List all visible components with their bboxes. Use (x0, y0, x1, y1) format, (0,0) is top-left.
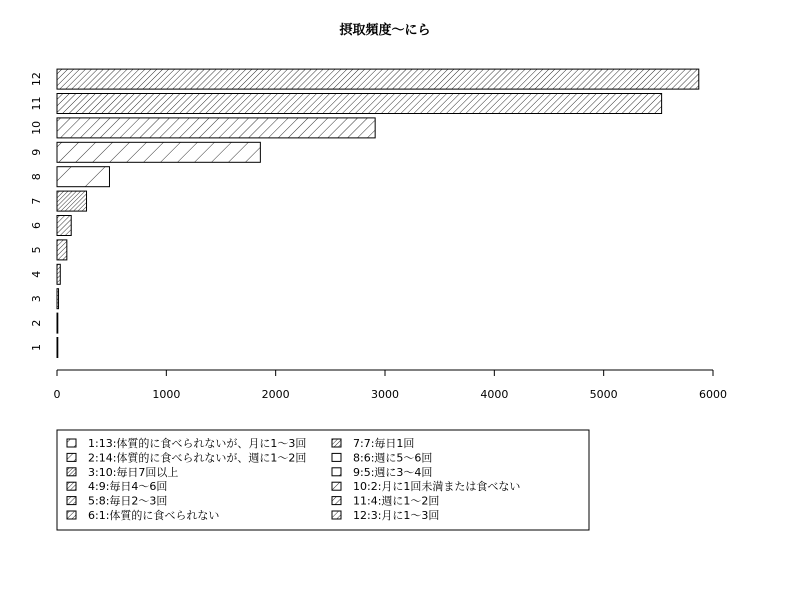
bar-2 (57, 313, 58, 333)
y-tick-label: 5 (30, 246, 43, 254)
x-tick-label: 3000 (371, 388, 399, 401)
y-tick-label: 12 (30, 72, 43, 87)
y-tick-label: 4 (30, 270, 43, 278)
x-tick-label: 6000 (699, 388, 727, 401)
legend-entry: 4:9:毎日4〜6回 (88, 480, 168, 494)
legend-entry: 2:14:体質的に食べられないが、週に1〜2回 (88, 451, 307, 465)
legend-entry: 8:6:週に5〜6回 (353, 451, 433, 465)
bar-5 (57, 240, 67, 260)
legend-swatch (67, 453, 76, 461)
legend (57, 430, 589, 530)
legend-entry: 7:7:毎日1回 (353, 437, 415, 450)
legend-entry: 3:10:毎日7回以上 (88, 465, 179, 479)
y-tick-label: 9 (30, 148, 43, 156)
legend-entry: 5:8:毎日2〜3回 (88, 494, 168, 508)
x-tick-label: 0 (53, 388, 61, 401)
bar-12 (57, 69, 699, 89)
bar-7 (57, 191, 87, 211)
legend-swatch (332, 482, 341, 490)
x-tick-label: 4000 (480, 388, 509, 401)
y-axis (30, 72, 43, 351)
bar-9 (57, 142, 260, 162)
legend-swatch (332, 439, 341, 447)
legend-entry: 10:2:月に1回未満または食べない (353, 480, 521, 494)
legend-swatch (67, 468, 76, 476)
bar-3 (57, 289, 59, 309)
legend-swatch (67, 439, 76, 447)
bar-8 (57, 167, 109, 187)
legend-entry: 1:13:体質的に食べられないが、月に1〜3回 (88, 437, 307, 450)
legend-swatch (67, 482, 76, 490)
legend-swatch (332, 468, 341, 476)
bar-11 (57, 94, 662, 114)
legend-swatch (332, 511, 341, 519)
y-tick-label: 8 (30, 173, 43, 181)
legend-swatch (332, 453, 341, 461)
y-tick-label: 7 (30, 197, 43, 205)
x-axis (54, 370, 728, 401)
legend-swatch (67, 497, 76, 505)
x-tick-label: 1000 (152, 388, 181, 401)
y-tick-label: 10 (30, 120, 43, 135)
legend-entry: 6:1:体質的に食べられない (88, 509, 220, 522)
legend-entry: 9:5:週に3〜4回 (353, 465, 433, 479)
legend-swatch (67, 511, 76, 519)
bar-6 (57, 216, 71, 236)
x-tick-label: 2000 (261, 388, 290, 401)
legend-entry: 11:4:週に1〜2回 (353, 494, 440, 508)
legend-entry: 12:3:月に1〜3回 (353, 509, 440, 522)
y-tick-label: 1 (30, 344, 43, 351)
y-tick-label: 2 (30, 319, 43, 327)
y-tick-label: 6 (30, 222, 43, 229)
y-tick-label: 11 (30, 96, 43, 111)
x-tick-label: 5000 (589, 388, 618, 401)
chart-title: 摂取頻度〜にら (339, 23, 431, 38)
bar-1 (57, 338, 58, 358)
y-tick-label: 3 (30, 295, 43, 303)
legend-swatch (332, 497, 341, 505)
bars-group (57, 69, 699, 357)
bar-10 (57, 118, 375, 138)
bar-4 (57, 264, 60, 284)
